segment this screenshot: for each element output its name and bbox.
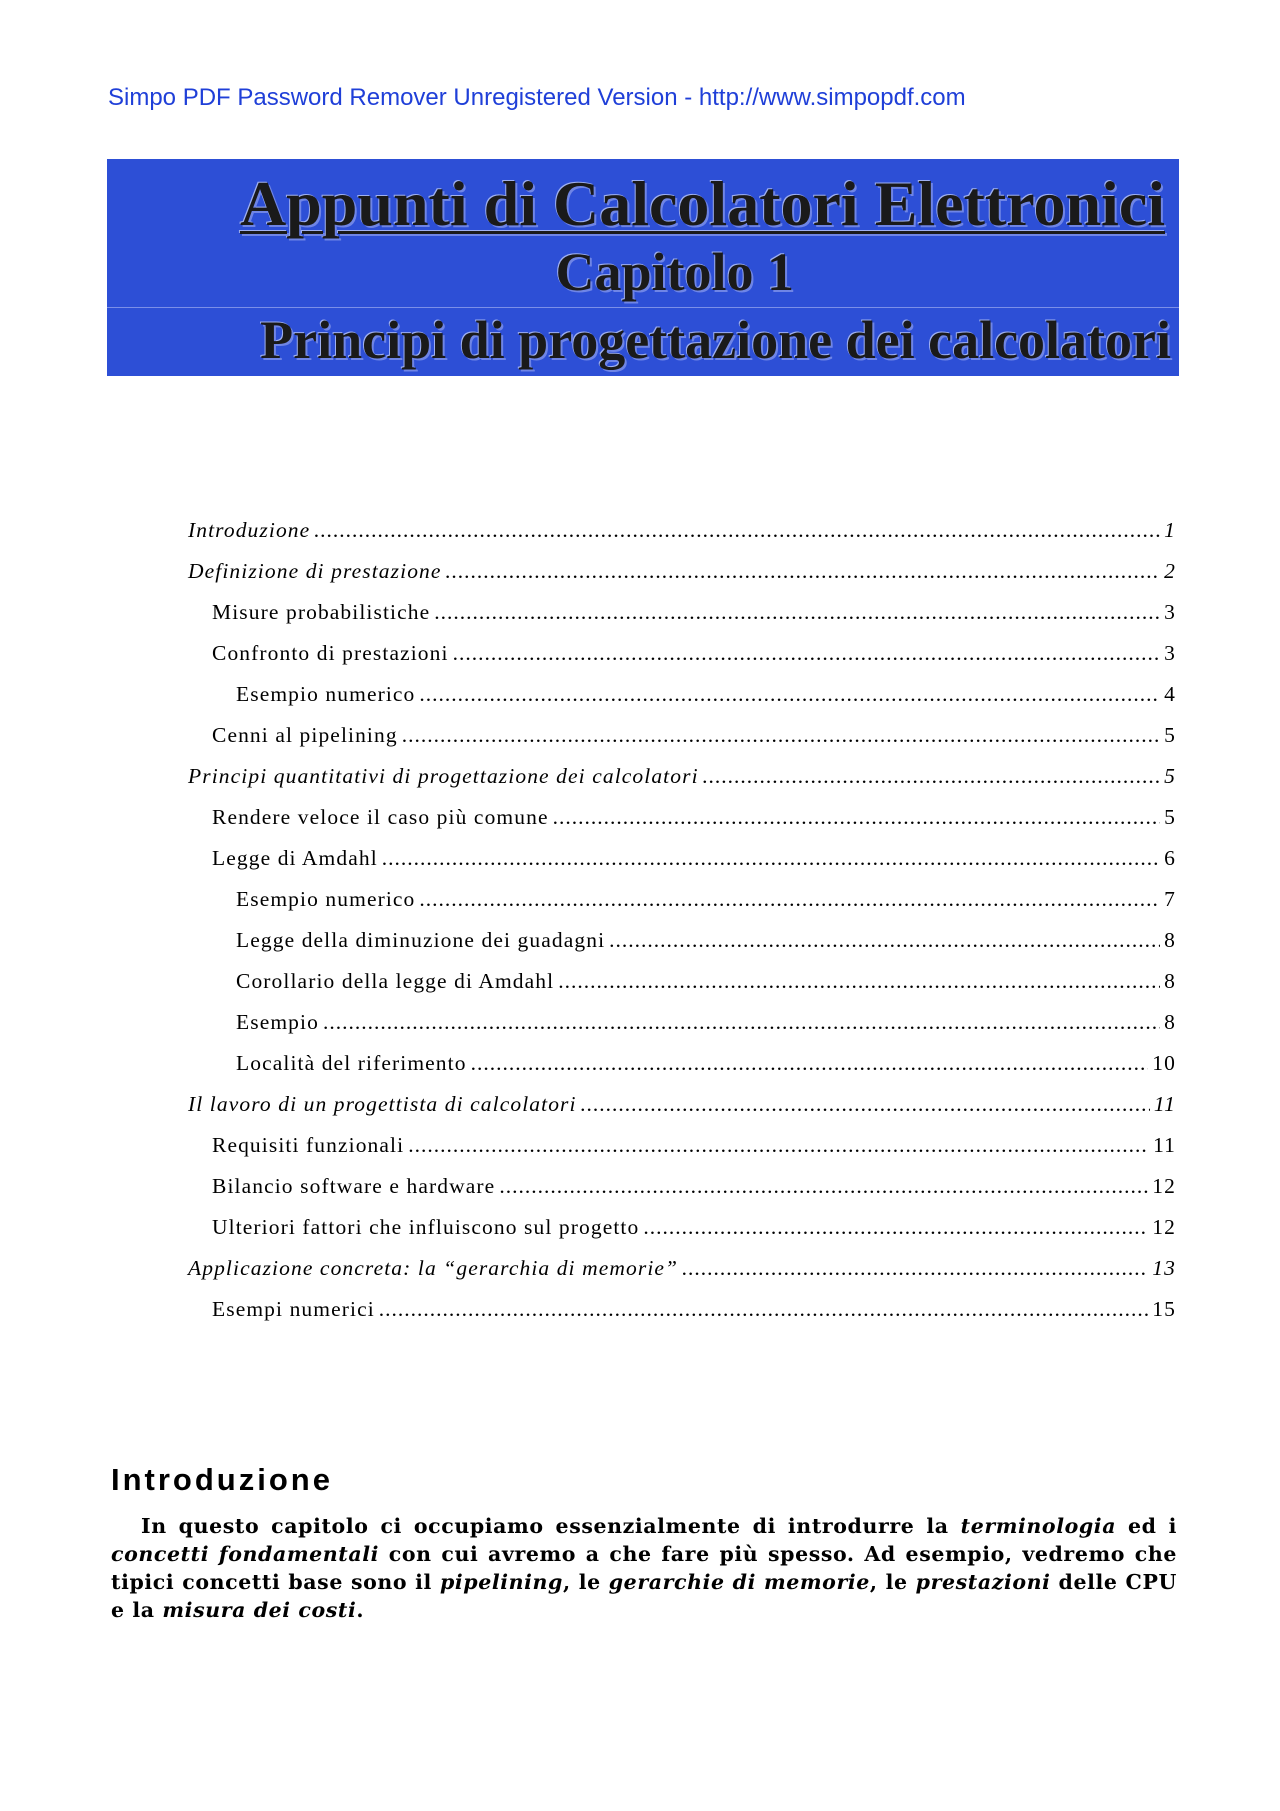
toc-leader-dots [703,761,1160,791]
section-heading: Introduzione [111,1462,333,1497]
toc-entry-label: Requisiti funzionali [212,1133,405,1157]
toc-entry-label: Applicazione concreta: la “gerarchia di memorie” [188,1256,679,1280]
intro-text: con cui avremo a che fare più spesso. Ad esempio, vedremo che tipici concetti base sono il [111,1542,1178,1594]
title-block [107,159,1179,376]
toc-leader-dots [419,884,1160,914]
toc-leader-dots [609,925,1160,955]
toc-leader-dots [581,1089,1150,1119]
document-title: Appunti di Calcolatori Elettronici [239,168,1165,239]
toc-leader-dots [402,720,1160,750]
toc-leader-dots [434,597,1160,627]
toc-entry[interactable] [188,1007,1176,1048]
toc-entry-page: 13 [1152,1256,1176,1280]
intro-emphasis: prestazioni [915,1570,1051,1594]
intro-emphasis: gerarchie di memorie [608,1570,870,1594]
toc-entry[interactable] [188,1171,1176,1212]
toc-entry-label: Definizione di prestazione [188,559,442,583]
toc-entry[interactable] [188,1048,1176,1089]
toc-entry-label: Introduzione [188,518,311,542]
toc-entry[interactable] [188,597,1176,638]
toc-entry-label: Cenni al pipelining [212,723,398,747]
toc-entry-label: Corollario della legge di Amdahl [236,969,555,993]
toc-leader-dots [408,1130,1149,1160]
toc-entry[interactable] [188,884,1176,925]
toc-entry-page: 12 [1152,1174,1176,1198]
toc-entry-page: 7 [1164,887,1176,911]
intro-text: . [356,1598,365,1622]
toc-entry[interactable] [188,925,1176,966]
toc-entry-page: 4 [1164,682,1176,706]
toc-entry[interactable] [188,966,1176,1007]
toc-entry-label: Rendere veloce il caso più comune [212,805,549,829]
toc-leader-dots [682,1253,1148,1283]
toc-entry[interactable] [188,679,1176,720]
intro-text: delle CPU e la [111,1570,1177,1622]
toc-entry-label: Misure probabilistiche [212,600,431,624]
toc-entry-label: Esempio numerico [236,887,416,911]
toc-leader-dots [323,1007,1160,1037]
toc-entry-label: Legge della diminuzione dei guadagni [236,928,606,952]
toc-entry[interactable] [188,761,1176,802]
intro-emphasis: pipelining [439,1570,563,1594]
toc-entry-page: 2 [1164,559,1176,583]
toc-entry-label: Legge di Amdahl [212,846,378,870]
toc-entry[interactable] [188,556,1176,597]
toc-entry-page: 10 [1152,1051,1176,1075]
toc-entry-page: 8 [1164,969,1176,993]
intro-text: In questo capitolo ci occupiamo essenzialmente di introdurre la [141,1514,961,1538]
toc-entry[interactable] [188,515,1176,556]
toc-entry[interactable] [188,802,1176,843]
intro-paragraph [111,1512,1177,1624]
toc-entry-page: 3 [1164,600,1176,624]
toc-entry-page: 11 [1153,1092,1176,1116]
toc-entry-label: Ulteriori fattori che influiscono sul progetto [212,1215,640,1239]
toc-leader-dots [446,556,1161,586]
toc-entry-page: 5 [1164,764,1176,788]
title-divider [107,307,1179,308]
intro-text: ed i [1116,1514,1177,1538]
toc-entry-label: Il lavoro di un progettista di calcolatori [188,1092,577,1116]
toc-entry[interactable] [188,638,1176,679]
toc-entry[interactable] [188,1089,1176,1130]
intro-emphasis: misura dei costi [162,1598,357,1622]
toc-leader-dots [643,1212,1148,1242]
toc-entry-label: Esempi numerici [212,1297,375,1321]
toc-entry-page: 5 [1164,723,1176,747]
toc-entry-page: 12 [1152,1215,1176,1239]
toc-entry-page: 6 [1164,846,1176,870]
toc-entry-label: Esempio [236,1010,319,1034]
toc-leader-dots [314,515,1160,545]
toc-entry-page: 5 [1164,805,1176,829]
toc-entry-label: Bilancio software e hardware [212,1174,496,1198]
intro-text: , le [562,1570,609,1594]
toc-leader-dots [419,679,1160,709]
toc-entry[interactable] [188,1130,1176,1171]
chapter-title: Principi di progettazione dei calcolatori [260,310,1171,370]
toc-leader-dots [453,638,1161,668]
intro-text: , le [869,1570,916,1594]
toc-entry[interactable] [188,720,1176,761]
toc-entry-label: Esempio numerico [236,682,416,706]
toc-entry[interactable] [188,1294,1176,1335]
toc-leader-dots [558,966,1160,996]
toc-leader-dots [379,1294,1149,1324]
intro-emphasis: terminologia [960,1514,1117,1538]
toc-entry-label: Confronto di prestazioni [212,641,449,665]
toc-leader-dots [471,1048,1149,1078]
intro-emphasis: concetti fondamentali [111,1542,380,1566]
chapter-number: Capitolo 1 [555,242,794,302]
toc-entry-page: 1 [1164,518,1176,542]
toc-entry[interactable] [188,843,1176,884]
toc-entry[interactable] [188,1212,1176,1253]
toc-entry-page: 8 [1164,1010,1176,1034]
toc-entry-label: Località del riferimento [236,1051,467,1075]
toc-leader-dots [553,802,1161,832]
toc-entry-label: Principi quantitativi di progettazione dei calcolatori [188,764,699,788]
table-of-contents [188,515,1176,1335]
toc-entry-page: 8 [1164,928,1176,952]
toc-entry[interactable] [188,1253,1176,1294]
toc-entry-page: 11 [1153,1133,1176,1157]
toc-entry-page: 3 [1164,641,1176,665]
toc-entry-page: 15 [1152,1297,1176,1321]
toc-leader-dots [499,1171,1148,1201]
watermark-banner: Simpo PDF Password Remover Unregistered Version - http://www.simpopdf.com [108,84,966,111]
toc-leader-dots [382,843,1160,873]
